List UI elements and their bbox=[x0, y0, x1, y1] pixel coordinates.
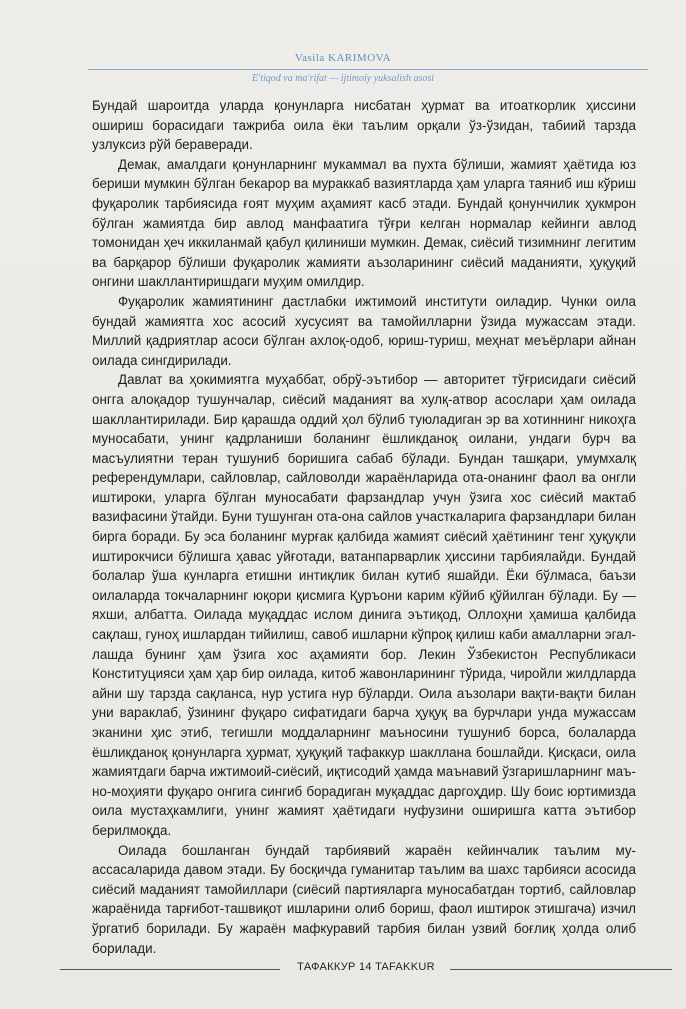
running-header-author: Vasila KARIMOVA bbox=[294, 52, 392, 64]
footer-divider-right bbox=[450, 969, 672, 970]
paragraph-5: Оилада бошланган бундай тарбиявий жараён кейинчалик таълим муассасаларида давом этади. Бу босқичда гуманитар таълим ва шахс тарбияси асосида сиёсий маданият тамойиллари (сиёсий партияларга муносабатдан тортиб, сайловлар жараёнида тарғибот-ташвиқот ишларини олиб бориш, фаол иштирок этишгача) изчил ўргатиб борилади. Бу жараён мафкуравий тарбия билан узвий боғлиқ ҳолда олиб борилади. bbox=[92, 842, 636, 956]
page-footer bbox=[60, 961, 672, 977]
article-body bbox=[92, 96, 636, 958]
header-divider bbox=[88, 69, 648, 70]
paragraph-4: Давлат ва ҳокимиятга муҳаббат, обрў-эътибор — авторитет тўғрисидаги сиёсий онгга алоқадор тушунчалар, сиёсий маданият ва хулқ-атвор асослари ҳам оилада шакллантирилади. Бир қарашда оддий ҳол бўлиб туюладиган эр ва хотиннинг никоҳга муносабати, унинг қадрланиши боланинг ёшликданоқ оилани, ундаги бурч ва масъулиятни теран тушуниб боришига сабаб бўлади. Бундан ташқари, умумхалқ референдумлари, сайловлар, сайловолди жараёнларида ота-онанинг фаол ва онгли иштироки, уларга бўлган муносабати фарзандлар учун ўзига хос сиёсий мактаб вазифасини ўтайди. Буни тушунган ота-она сайлов участкаларига фарзандлари билан бирга боради. Бу эса боланинг мурғак қалбида жамият сиёсий ҳаётининг тенг ҳуқуқли иштирокчиси бўлишга ҳавас уйғотади, ватанпарварлик ҳиссини тарбиялайди. Бундай болалар ўша кунларга етишни интиқлик билан кутиб яшайди. Ёки бўлмаса, баъзи оилаларда токчаларнинг юқори қисмига Қуръони карим кўйиб қўйилган бўлади. Бу — яхши, албатта. Оилада муқаддас ислом динига эътиқод, Оллоҳни ҳамиша қалбида сақлаш, гуноҳ ишлардан тийилиш, савоб ишларни кўпроқ қилиш каби амалларни эгаллашда бунинг ҳам ўзига хос аҳамияти бор. Лекин Ўзбекистон Республикаси Конституцияси ҳам ҳар бир оилада, китоб жавонларининг тўрида, чиройли жилдларда айни шу тарзда сақланса, нур устига нур бўларди. Оила аъзолари вақти-вақти билан уни вараклаб, ўзининг фуқаро сифатидаги барча ҳуқуқ ва бурчлари унда мужассам эканини ҳис этиб, тегишли моддаларнинг маъносини тушуниб борса, болаларда ёшликданоқ қонунларга ҳурмат, ҳуқуқий тафаккур шакллана бошлайди. Қисқаси, оила жамиятдаги барча ижтимоий-сиёсий, иқтисодий ҳамда маънавий ўзгаришларнинг маъно-моҳияти фуқаро онгига сингиб борадиган муқаддас даргоҳдир. Шу боис юртимизда оила мустаҳкамлиги, унинг жамият ҳаётидаги нуфузини оширишга катта эътибор берилмоқда. bbox=[92, 372, 636, 838]
footer-divider-left bbox=[60, 969, 280, 970]
paragraph-2: Демак, амалдаги қонунларнинг мукаммал ва пухта бўлиши, жамият ҳаётида юз бериши мумкин бўлган бекарор ва мураккаб вазиятларда ҳам уларга таяниб иш кўриш фуқаролик тарбиясида ғоят муҳим аҳамият касб этади. Бундай қонунчилик ҳукмрон бўлган жамиятда бир авлод манфаатига тўғри келган нормалар кейинги авлод томонидан ҳеч иккиланмай қабул қилиниши мумкин. Демак, сиёсий тизимнинг легитим ва барқарор бўлиши фуқаролик жамияти аъзоларининг сиёсий маданияти, ҳуқуқий онгини шакллантиришдаги муҳим омилдир. bbox=[92, 156, 636, 290]
paragraph-3: Фуқаролик жамиятининг дастлабки ижтимоий институти оиладир. Чунки оила бундай жамиятга хос асосий хусусият ва тамойилларни ўзида мужассам этади. Миллий қадриятлар асоси бўлган ахлоқ-одоб, юриш-туриш, меҳнат меъёрлари айнан оилада сингдирилади. bbox=[92, 293, 636, 368]
footer-page-label: ТАФАККУР 14 TAFAKKUR bbox=[297, 961, 435, 973]
paragraph-1: Бундай шароитда уларда қонунларга нисбатан ҳурмат ва итоаткорлик ҳиссини ошириш борасидаги тажриба оила ёки таълим орқали ўз-ўзидан, табиий тарзда узлуксиз рўй бераверади. bbox=[92, 98, 636, 153]
running-header-subtitle: E'tiqod va ma'rifat — ijtimoiy yuksalish asosi bbox=[251, 73, 435, 84]
